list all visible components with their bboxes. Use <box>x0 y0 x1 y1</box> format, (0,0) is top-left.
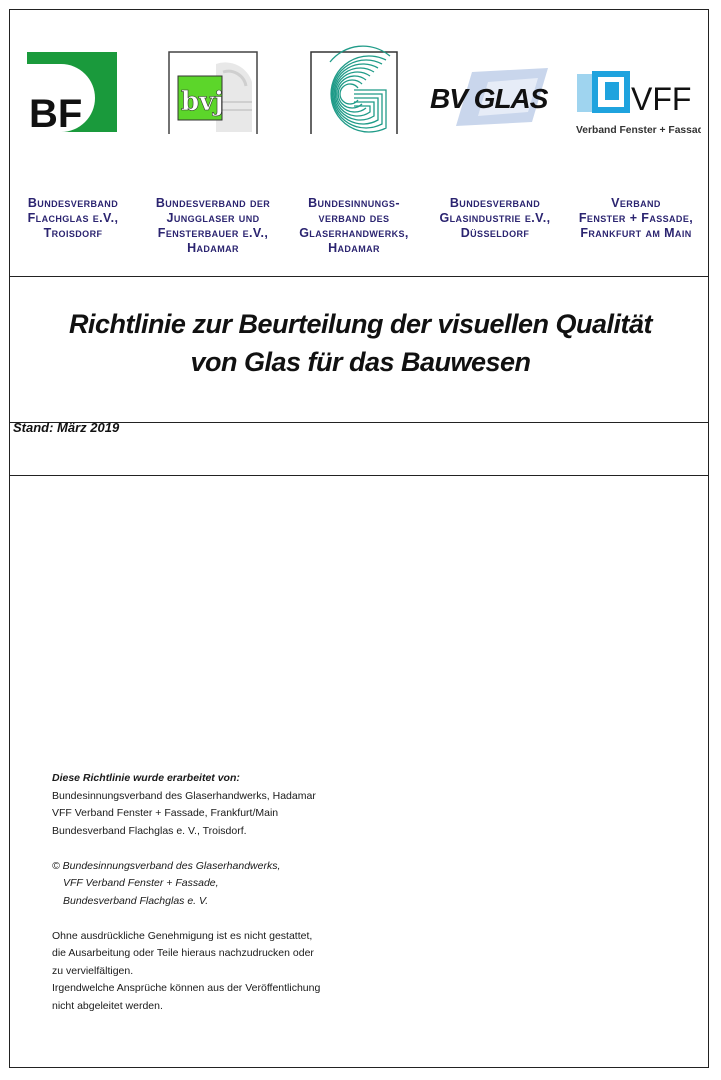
vff-logo-subtitle: Verband Fenster + Fassade <box>576 125 701 136</box>
org-verband-fenster-fassade <box>568 196 704 241</box>
document-title-line2: von Glas für das Bauwesen <box>190 347 531 377</box>
bvj-logo-text: bvj <box>181 87 224 117</box>
org-line: Troisdorf <box>43 226 103 240</box>
org-line: Flachglas e.V., <box>27 211 119 225</box>
document-date: Stand: März 2019 <box>13 420 120 435</box>
vff-logo <box>575 42 701 142</box>
credits-author: Bundesverband Flachglas e. V., Troisdorf. <box>52 824 247 837</box>
divider-stand <box>10 475 708 476</box>
org-line: Bundesinnungs- <box>308 196 400 210</box>
org-bundesinnungsverband-glaser <box>288 196 420 256</box>
copyright-line: © Bundesinnungsverband des Glaserhandwerks, <box>52 859 281 872</box>
notice-line: Ohne ausdrückliche Genehmigung ist es nicht gestattet, <box>52 929 313 942</box>
org-line: Verband <box>611 196 661 210</box>
credits-block <box>52 770 320 1015</box>
bf-logo-text: BF <box>29 92 83 132</box>
org-line: verband des <box>318 211 390 225</box>
notice-line: nicht abgeleitet werden. <box>52 999 163 1012</box>
org-line: Bundesverband der <box>155 196 271 210</box>
divider-header <box>10 276 708 277</box>
org-line: Düsseldorf <box>460 226 530 240</box>
org-bundesverband-flachglas <box>14 196 132 241</box>
vff-logo-text: VFF <box>631 81 692 117</box>
org-line: Bundesverband <box>449 196 541 210</box>
bvglas-logo <box>428 42 564 142</box>
org-line: Jungglaser und <box>166 211 260 225</box>
notice-line: die Ausarbeitung oder Teile hieraus nachzudrucken oder <box>52 947 314 959</box>
org-line: Bundesverband <box>27 196 119 210</box>
notice-line: zu vervielfältigen. <box>52 964 134 977</box>
credits-author: VFF Verband Fenster + Fassade, Frankfurt/Main <box>52 807 279 819</box>
copyright-line: Bundesverband Flachglas e. V. <box>63 894 209 907</box>
org-line: Glasindustrie e.V., <box>439 211 551 225</box>
copyright-line: VFF Verband Fenster + Fassade, <box>63 877 219 889</box>
document-title-line1: Richtlinie zur Beurteilung der visuellen Qualität <box>68 309 653 339</box>
org-line: Glaserhandwerks, <box>299 226 409 240</box>
credits-heading: Diese Richtlinie wurde erarbeitet von: <box>52 772 240 784</box>
notice-line: Irgendwelche Ansprüche können aus der Veröffentlichung <box>52 982 321 994</box>
biv-logo <box>310 42 400 142</box>
bf-logo <box>27 42 117 142</box>
org-line: Frankfurt am Main <box>580 226 692 240</box>
bvglas-logo-text: BV GLAS <box>430 83 548 114</box>
org-bundesverband-glasindustrie <box>428 196 562 241</box>
org-line: Fensterbauer e.V., <box>157 226 269 240</box>
org-line: Hadamar <box>187 241 239 255</box>
org-line: Fenster + Fassade, <box>578 211 694 225</box>
org-line: Hadamar <box>328 241 380 255</box>
credits-author: Bundesinnungsverband des Glaserhandwerks, Hadamar <box>52 789 316 802</box>
bvj-logo <box>168 42 260 142</box>
org-bundesverband-jungglaser <box>144 196 282 256</box>
